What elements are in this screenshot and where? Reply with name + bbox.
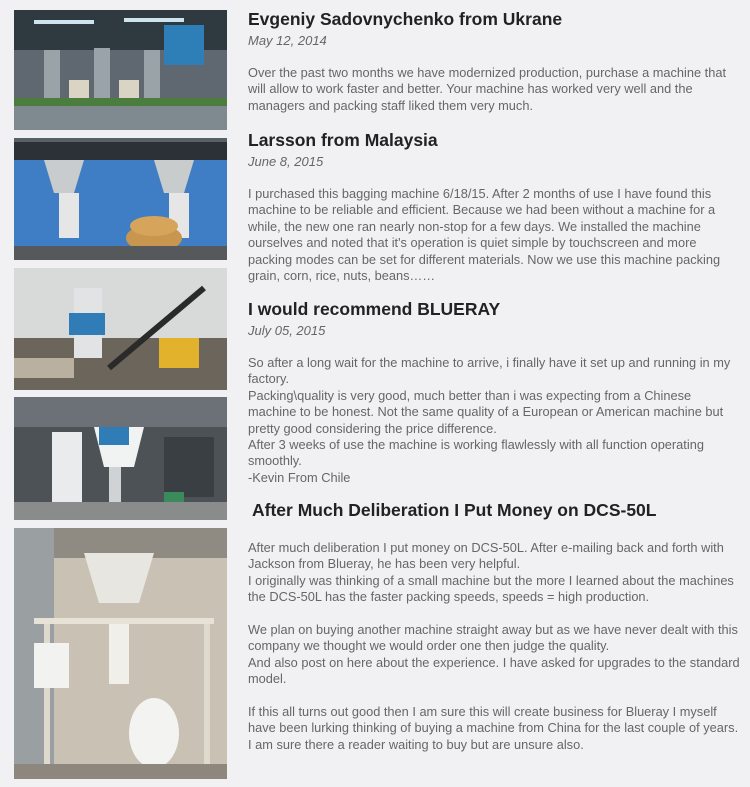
review-date: May 12, 2014 bbox=[248, 33, 327, 48]
review-title: I would recommend BLUERAY bbox=[248, 299, 501, 319]
review-title: Larsson from Malaysia bbox=[248, 130, 438, 150]
review-body bbox=[248, 540, 744, 753]
review-paragraph: Over the past two months we have modernized production, purchase a machine that will allow to work faster and better. Your machine has worked very well and the managers and packing staff liked them very much. bbox=[248, 65, 727, 113]
review-paragraph: If this all turns out good then I am sure this will create business for Blueray I myself have been lurking thinking of buying a machine from China for the last couple of years. I am sure there a reader waiting to buy but are unsure also. bbox=[248, 704, 739, 752]
review-body bbox=[248, 186, 740, 284]
review-body bbox=[248, 65, 740, 114]
review-paragraph: And also post on here about the experience. I have asked for upgrades to the standard model. bbox=[248, 654, 740, 687]
review-card bbox=[248, 9, 740, 114]
review-paragraph-spacer bbox=[248, 688, 744, 704]
review-paragraph: We plan on buying another machine straight away but as we have never dealt with this company we thought we would order one then judge the quality. bbox=[248, 622, 738, 654]
review-paragraph: After 3 weeks of use the machine is working flawlessly with all function operating smoothly. bbox=[248, 437, 704, 469]
review-title: After Much Deliberation I Put Money on DCS-50L bbox=[252, 500, 657, 520]
outdoor-packing-machine-photo bbox=[14, 268, 227, 390]
dcs-50l-packing-scale-photo bbox=[14, 528, 227, 779]
review-card bbox=[248, 130, 740, 284]
review-paragraph: After much deliberation I put money on DCS-50L. After e-mailing back and forth with Jackson from Blueray, he has been very helpful. bbox=[248, 540, 724, 572]
review-title: Evgeniy Sadovnychenko from Ukrane bbox=[248, 9, 563, 29]
review-date: June 8, 2015 bbox=[248, 154, 324, 169]
review-date: July 05, 2015 bbox=[248, 323, 326, 338]
review-paragraph: So after a long wait for the machine to arrive, i finally have it set up and running in my factory. bbox=[248, 355, 731, 387]
indoor-auger-filler-photo bbox=[14, 397, 227, 520]
review-body bbox=[248, 355, 740, 486]
review-paragraph: Packing\quality is very good, much better than i was expecting from a Chinese machine to be honest. Not the same quality of a European or American machine but pretty good considering the price difference. bbox=[248, 387, 724, 436]
review-paragraph: I purchased this bagging machine 6/18/15. After 2 months of use I have found this machine to be reliable and efficient. Because we had been without a machine for a while, the new one ran nearly non-stop for a few days. We installed the machine ourselves and noted that it's operation is quiet simple by touchscreen and more packing modes can be set for different materials. Now we use this machine packing grain, corn, rice, nuts, beans…… bbox=[248, 186, 721, 284]
review-card bbox=[248, 500, 744, 753]
review-paragraph-spacer bbox=[248, 606, 744, 622]
factory-packing-line-photo bbox=[14, 10, 227, 130]
review-card bbox=[248, 299, 740, 486]
review-paragraph: -Kevin From Chile bbox=[248, 469, 351, 485]
bagging-machine-blue-wall-photo bbox=[14, 138, 227, 260]
review-paragraph: I originally was thinking of a small machine but the more I learned about the machines the DCS-50L has the faster packing speeds, speeds = high production. bbox=[248, 572, 734, 605]
